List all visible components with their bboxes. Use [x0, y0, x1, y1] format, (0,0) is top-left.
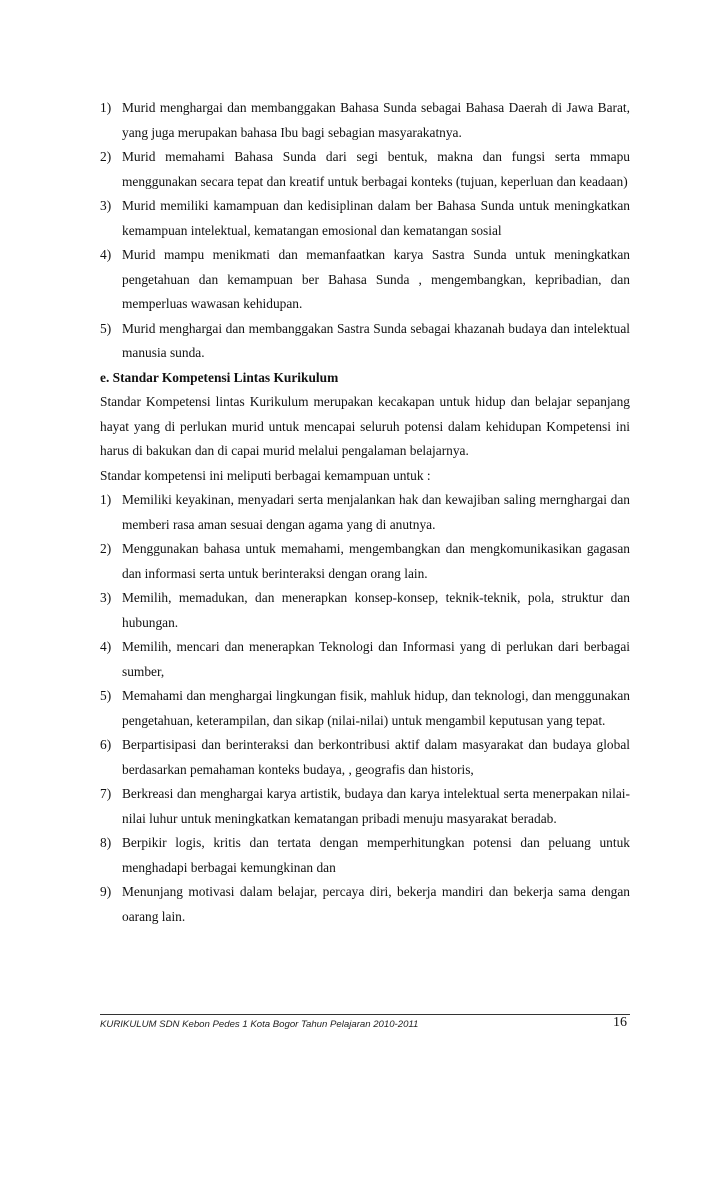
list-item-text: Memilih, memadukan, dan menerapkan konsep-konsep, teknik-teknik, pola, struktur dan hubungan. — [122, 590, 630, 630]
list-item-number: 1) — [100, 492, 112, 507]
list-item-text: Memiliki keyakinan, menyadari serta menjalankan hak dan kewajiban saling mernghargai dan memberi rasa aman sesuai dengan agama yang di anutnya. — [122, 492, 630, 532]
intro-paragraph: Standar Kompetensi lintas Kurikulum merupakan kecakapan untuk hidup dan belajar sepanjang hayat yang di perlukan murid untuk mencapai seluruh potensi dalam kehidupan Kompetensi ini harus di bakukan dan di capai murid melalui pengalaman belajarnya. — [100, 394, 630, 458]
list-item-text: Berkreasi dan menghargai karya artistik, budaya dan karya intelektual serta menerpakan nilai-nilai luhur untuk meningkatkan kematangan pribadi menuju masyarakat beradab. — [122, 786, 630, 826]
list-item — [100, 782, 630, 831]
competency-list — [100, 488, 630, 929]
list-item-text: Murid menghargai dan membanggakan Sastra Sunda sebagai khazanah budaya dan intelektual manusia sunda. — [122, 320, 630, 360]
list-item-number: 4) — [100, 639, 112, 654]
list-item — [100, 586, 630, 635]
list-item — [100, 635, 630, 684]
list-item-number: 2) — [100, 149, 112, 164]
list-item-number: 9) — [100, 884, 112, 899]
list-item-number: 6) — [100, 737, 112, 752]
list-item — [100, 317, 630, 366]
list-item — [100, 194, 630, 243]
list-item — [100, 733, 630, 782]
list-item — [100, 145, 630, 194]
list-item — [100, 831, 630, 880]
list-item-number: 5) — [100, 320, 112, 336]
list-item-number: 8) — [100, 835, 112, 850]
list-item-text: Berpartisipasi dan berinteraksi dan berkontribusi aktif dalam masyarakat dan budaya global berdasarkan pemahaman konteks budaya, , geografis dan historis, — [122, 737, 630, 777]
list-item-number: 4) — [100, 247, 112, 262]
list-item — [100, 684, 630, 733]
list-item-text: Menunjang motivasi dalam belajar, percaya diri, bekerja mandiri dan bekerja sama dengan oarang lain. — [122, 884, 630, 924]
list-item-number: 7) — [100, 786, 112, 801]
list-item-number: 1) — [100, 100, 112, 115]
footer-text: KURIKULUM SDN Kebon Pedes 1 Kota Bogor Tahun Pelajaran 2010-2011 — [100, 1019, 419, 1030]
list-intro: Standar kompetensi ini meliputi berbagai kemampuan untuk : — [100, 467, 431, 483]
list-item — [100, 96, 630, 145]
list-item-text: Murid memiliki kamampuan dan kedisiplinan dalam ber Bahasa Sunda untuk meningkatkan kemampuan intelektual, kematangan emosional dan kematangan sosial — [122, 198, 630, 238]
list-item-text: Berpikir logis, kritis dan tertata dengan memperhitungkan potensi dan peluang untuk menghadapi berbagai kemungkinan dan — [122, 835, 630, 875]
list-item-text: Memilih, mencari dan menerapkan Teknologi dan Informasi yang di perlukan dari berbagai sumber, — [122, 639, 630, 679]
list-item-text: Murid mampu menikmati dan memanfaatkan karya Sastra Sunda untuk meningkatkan pengetahuan dan kemampuan ber Bahasa Sunda , mengembangkan, kepribadian, dan memperluas wawasan kehidupan. — [122, 247, 630, 311]
list-item — [100, 243, 630, 317]
list-item-number: 5) — [100, 688, 112, 703]
list-item-text: Memahami dan menghargai lingkungan fisik, mahluk hidup, dan teknologi, dan menggunakan pengetahuan, keterampilan, dan sikap (nilai-nilai) untuk mengambil keputusan yang tepat. — [122, 688, 630, 728]
list-item-text: Murid memahami Bahasa Sunda dari segi bentuk, makna dan fungsi serta mmapu menggunakan secara tepat dan kreatif untuk berbagai konteks (tujuan, keperluan dan keadaan) — [122, 149, 630, 189]
list-item — [100, 488, 630, 537]
list-item-text: Murid menghargai dan membanggakan Bahasa Sunda sebagai Bahasa Daerah di Jawa Barat, yang juga merupakan bahasa Ibu bagi sebagian masyarakatnya. — [122, 100, 630, 140]
list-item — [100, 537, 630, 586]
list-item-text: Menggunakan bahasa untuk memahami, mengembangkan dan mengkomunikasikan gagasan dan informasi serta untuk berinteraksi dengan orang lain. — [122, 541, 630, 581]
section-heading: e. Standar Kompetensi Lintas Kurikulum — [100, 369, 339, 385]
footer-divider — [100, 1014, 630, 1015]
page-footer — [100, 1014, 630, 1038]
objectives-list — [100, 96, 630, 366]
list-item-number: 2) — [100, 541, 112, 556]
page-number: 16 — [613, 1015, 627, 1030]
list-item — [100, 880, 630, 929]
list-item-number: 3) — [100, 590, 112, 605]
page-content — [100, 96, 630, 929]
list-item-number: 3) — [100, 198, 112, 213]
